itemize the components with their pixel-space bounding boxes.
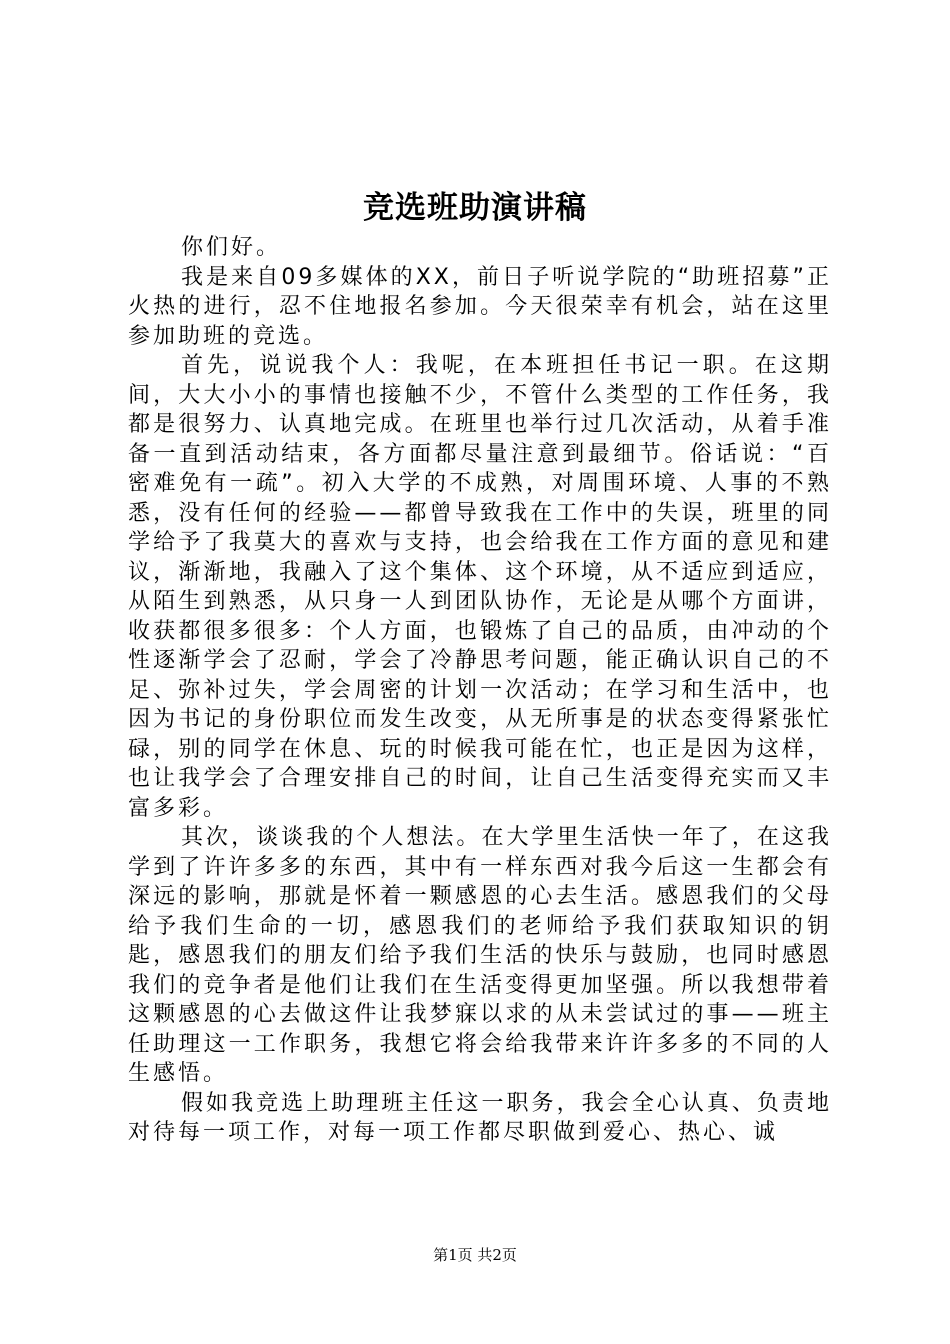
paragraph-introduction: 我是来自09多媒体的XX，前日子听说学院的“助班招募”正火热的进行，忍不住地报名参加。今天很荣幸有机会，站在这里参加助班的竞选。 [128, 264, 832, 349]
page-number-footer: 第1页 共2页 [433, 1246, 517, 1264]
paragraph-commitment: 假如我竞选上助理班主任这一职务，我会全心认真、负责地对待每一项工作，对每一项工作都尽职做到爱心、热心、诚 [128, 1090, 832, 1145]
paragraph-personal-experience: 首先，说说我个人：我呢，在本班担任书记一职。在这期间，大大小小的事情也接触不少，不管什么类型的工作任务，我都是很努力、认真地完成。在班里也举行过几次活动，从着手准备一直到活动结束，各方面都尽量注意到最细节。俗话说：“百密难免有一疏”。初入大学的不成熟，对周围环境、人事的不熟悉，没有任何的经验——都曾导致我在工作中的失误，班里的同学给予了我莫大的喜欢与支持，也会给我在工作方面的意见和建议，渐渐地，我融入了这个集体、这个环境，从不适应到适应，从陌生到熟悉，从只身一人到团队协作，无论是从哪个方面讲，收获都很多很多：个人方面，也锻炼了自己的品质，由冲动的个性逐渐学会了忍耐，学会了冷静思考问题，能正确认识自己的不足、弥补过失，学会周密的计划一次活动；在学习和生活中，也因为书记的身份职位而发生改变，从无所事是的状态变得紧张忙碌，别的同学在休息、玩的时候我可能在忙，也正是因为这样，也让我学会了合理安排自己的时间，让自己生活变得充实而又丰富多彩。 [128, 353, 832, 821]
paragraph-personal-thoughts: 其次，谈谈我的个人想法。在大学里生活快一年了，在这我学到了许许多多的东西，其中有一样东西对我今后这一生都会有深远的影响，那就是怀着一颗感恩的心去生活。感恩我们的父母给予我们生命的一切，感恩我们的老师给予我们获取知识的钥匙，感恩我们的朋友们给予我们生活的快乐与鼓励，也同时感恩我们的竞争者是他们让我们在生活变得更加坚强。所以我想带着这颗感恩的心去做这件让我梦寐以求的从未尝试过的事——班主任助理这一工作职务，我想它将会给我带来许许多多的不同的人生感悟。 [128, 825, 832, 1086]
document-title: 竞选班助演讲稿 [363, 190, 587, 226]
document-body [128, 233, 832, 1148]
paragraph-greeting: 你们好。 [181, 235, 282, 260]
